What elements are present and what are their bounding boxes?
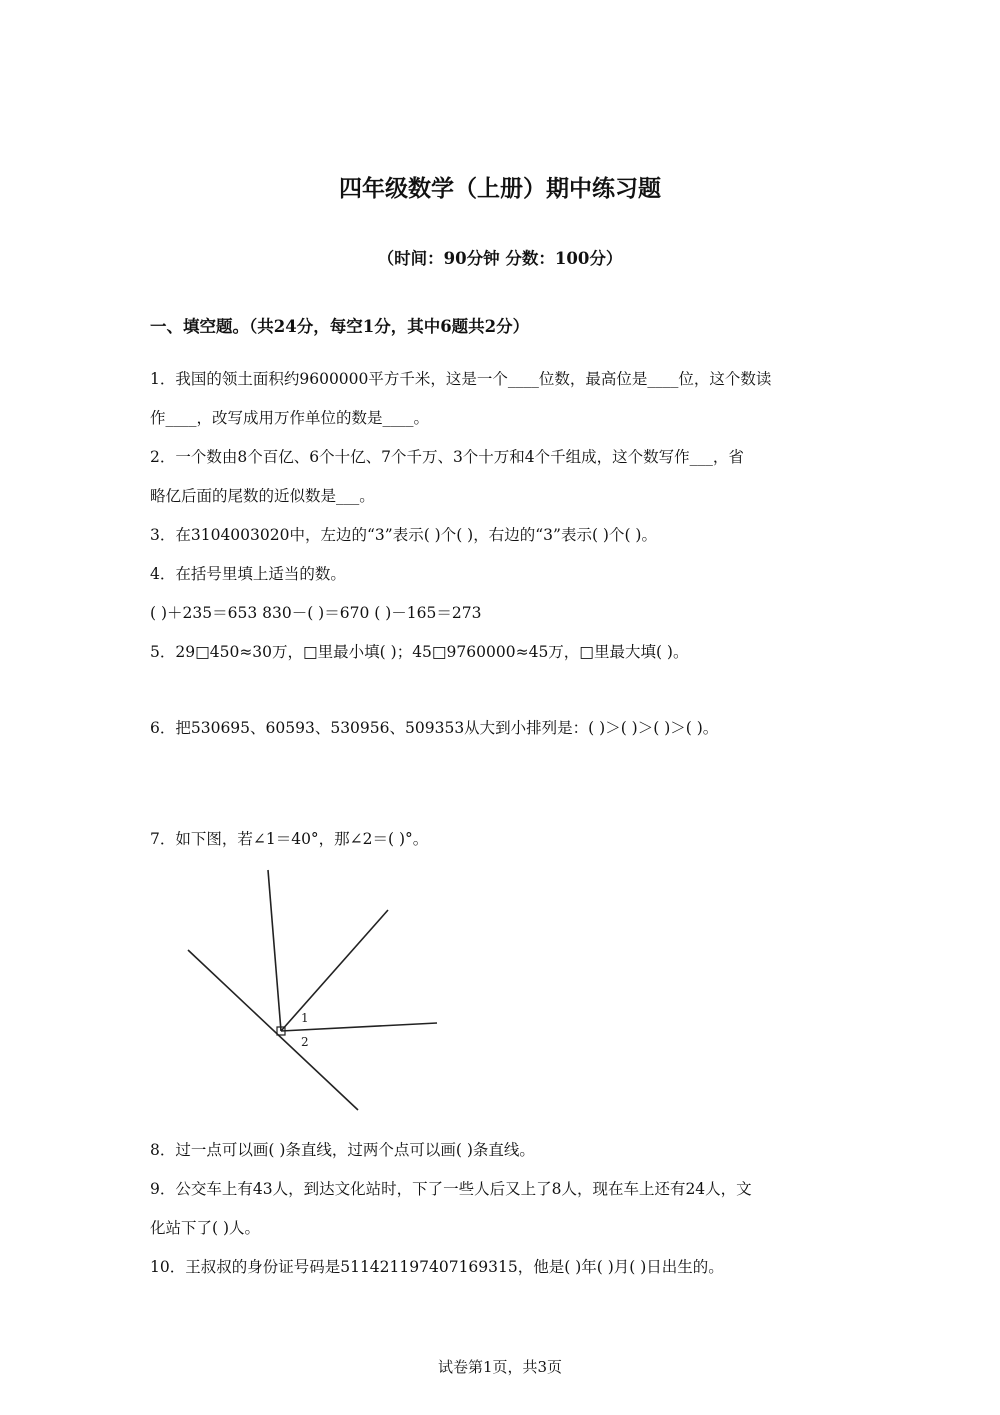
question-6: 6．把530695、60593、530956、509353从大到小排列是：( )＞( )＞( )＞( )。 bbox=[150, 719, 719, 737]
angle-2-label: 2 bbox=[301, 1035, 309, 1049]
vertical-ray bbox=[268, 870, 281, 1031]
page-footer: 试卷第1页，共3页 bbox=[437, 1358, 563, 1376]
question-1-line-1: 1．我国的领土面积约9600000平方千米，这是一个____位数，最高位是____位，这个数读 bbox=[150, 370, 772, 388]
exam-info: （时间：90分钟 分数：100分） bbox=[377, 249, 623, 268]
page-title: 四年级数学（上册）期中练习题 bbox=[339, 176, 661, 202]
question-4-equations: ( )＋235＝653 830－( )＝670 ( )－165＝273 bbox=[150, 604, 482, 622]
question-5: 5．29□450≈30万，□里最小填( )；45□9760000≈45万，□里最大填( )。 bbox=[150, 643, 689, 661]
question-7: 7．如下图，若∠1＝40°，那∠2＝( )°。 bbox=[150, 830, 429, 848]
question-4: 4．在括号里填上适当的数。 bbox=[150, 565, 346, 583]
angle-figure bbox=[180, 865, 450, 1115]
question-1-line-2: 作____，改写成用万作单位的数是____。 bbox=[150, 409, 430, 427]
upper-ray bbox=[281, 910, 388, 1031]
question-9-line-2: 化站下了( )人。 bbox=[150, 1219, 261, 1237]
section-heading: 一、填空题。（共24分，每空1分，其中6题共2分） bbox=[150, 317, 530, 336]
question-3: 3．在3104003020中，左边的“3”表示( )个( )，右边的“3”表示( )个( )。 bbox=[150, 526, 657, 544]
question-2-line-2: 略亿后面的尾数的近似数是___。 bbox=[150, 487, 375, 505]
question-10: 10．王叔叔的身份证号码是511421197407169315，他是( )年( )月( )日出生的。 bbox=[150, 1258, 724, 1276]
question-8: 8．过一点可以画( )条直线，过两个点可以画( )条直线。 bbox=[150, 1141, 535, 1159]
angle-1-label: 1 bbox=[301, 1011, 309, 1025]
diagonal-line bbox=[188, 950, 358, 1110]
question-2-line-1: 2．一个数由8个百亿、6个十亿、7个千万、3个十万和4个千组成，这个数写作___，省 bbox=[150, 448, 744, 466]
question-9-line-1: 9．公交车上有43人，到达文化站时，下了一些人后又上了8人，现在车上还有24人，文 bbox=[150, 1180, 752, 1198]
